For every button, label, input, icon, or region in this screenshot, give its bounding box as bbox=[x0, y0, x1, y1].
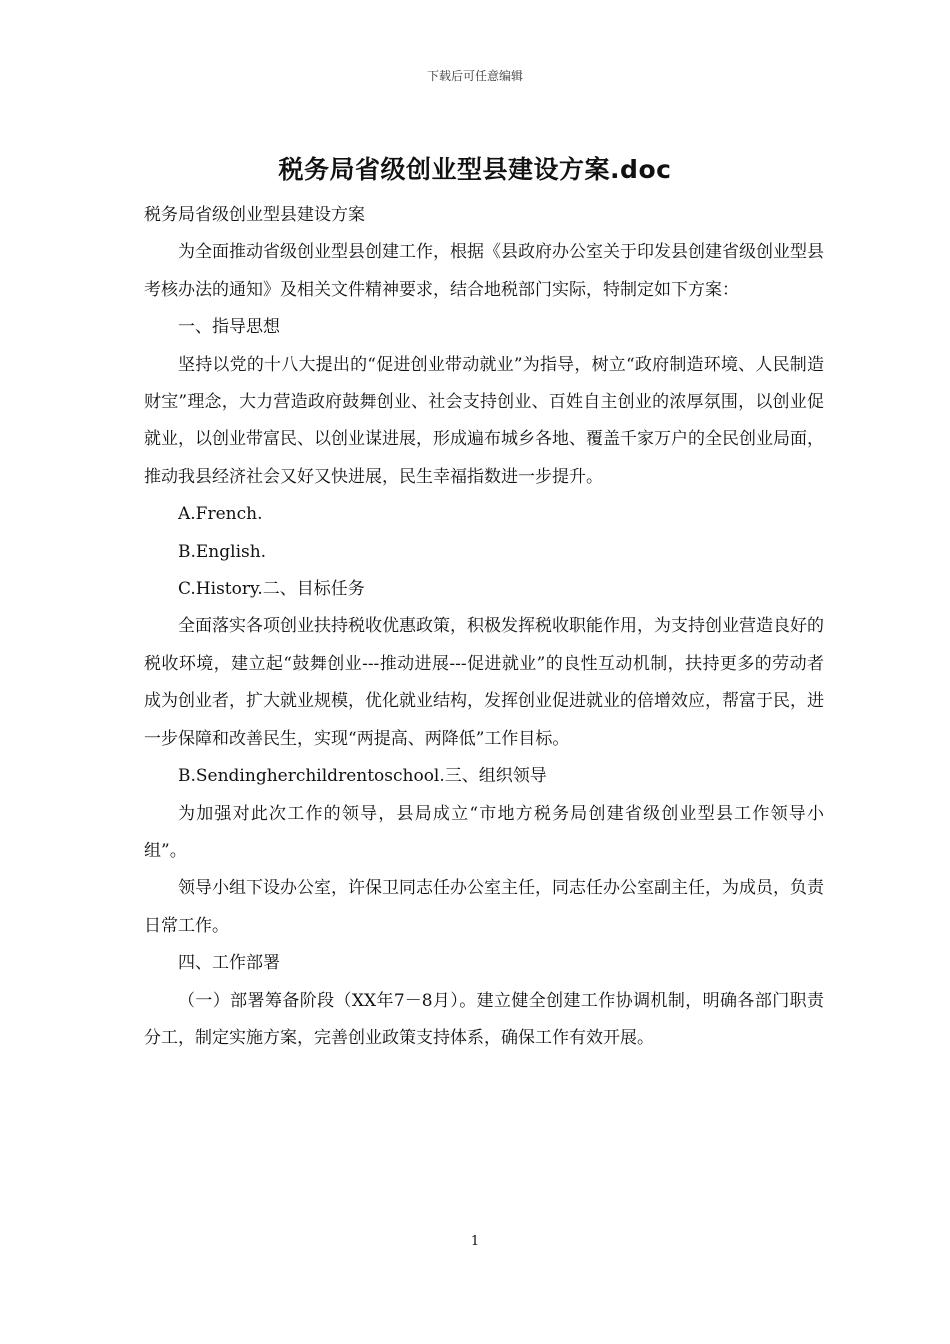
paragraph-organization: 为加强对此次工作的领导，县局成立“市地方税务局创建省级创业型县工作领导小组”。 bbox=[144, 803, 824, 861]
section-heading-deployment: 四、工作部署 bbox=[178, 953, 280, 974]
option-a-line: A.French. bbox=[178, 504, 263, 525]
document-body bbox=[144, 197, 824, 1057]
paragraph-office: 领导小组下设办公室，许保卫同志任办公室主任，同志任办公室副主任，为成员，负责日常工作。 bbox=[144, 878, 824, 936]
paragraph-intro: 为全面推动省级创业型县创建工作，根据《县政府办公室关于印发县创建省级创业型县考核办法的通知》及相关文件精神要求，结合地税部门实际，特制定如下方案： bbox=[144, 242, 824, 300]
section-heading-organization: B.Sendingherchildrentoschool.三、组织领导 bbox=[178, 766, 547, 787]
option-b-line: B.English. bbox=[178, 541, 267, 562]
page-number: 1 bbox=[470, 1234, 480, 1249]
paragraph-goals: 全面落实各项创业扶持税收优惠政策，积极发挥税收职能作用，为支持创业营造良好的税收环境，建立起“鼓舞创业---推动进展---促进就业”的良性互动机制，扶持更多的劳动者成为创业者，扩大就业规模，优化就业结构，发挥创业促进就业的倍增效应，帮富于民，进一步保障和改善民生，实现“两提高、两降低”工作目标。 bbox=[144, 616, 824, 749]
section-heading-guiding-ideology: 一、指导思想 bbox=[178, 317, 280, 338]
document-title: 税务局省级创业型县建设方案.doc bbox=[278, 155, 672, 184]
header-note: 下载后可任意编辑 bbox=[426, 69, 523, 83]
paragraph-guiding-ideology: 坚持以党的十八大提出的“促进创业带动就业”为指导，树立“政府制造环境、人民制造财宝”理念，大力营造政府鼓舞创业、社会支持创业、百姓自主创业的浓厚氛围，以创业促就业，以创业带富民、以创业谋进展，形成遍布城乡各地、覆盖千家万户的全民创业局面，推动我县经济社会又好又快进展，民生幸福指数进一步提升。 bbox=[144, 354, 824, 487]
document-subtitle: 税务局省级创业型县建设方案 bbox=[144, 205, 365, 225]
section-heading-goals: C.History.二、目标任务 bbox=[178, 579, 365, 600]
paragraph-deployment-stage-1: （一）部署筹备阶段（XX年7－8月）。建立健全创建工作协调机制，明确各部门职责分工，制定实施方案，完善创业政策支持体系，确保工作有效开展。 bbox=[144, 990, 824, 1048]
